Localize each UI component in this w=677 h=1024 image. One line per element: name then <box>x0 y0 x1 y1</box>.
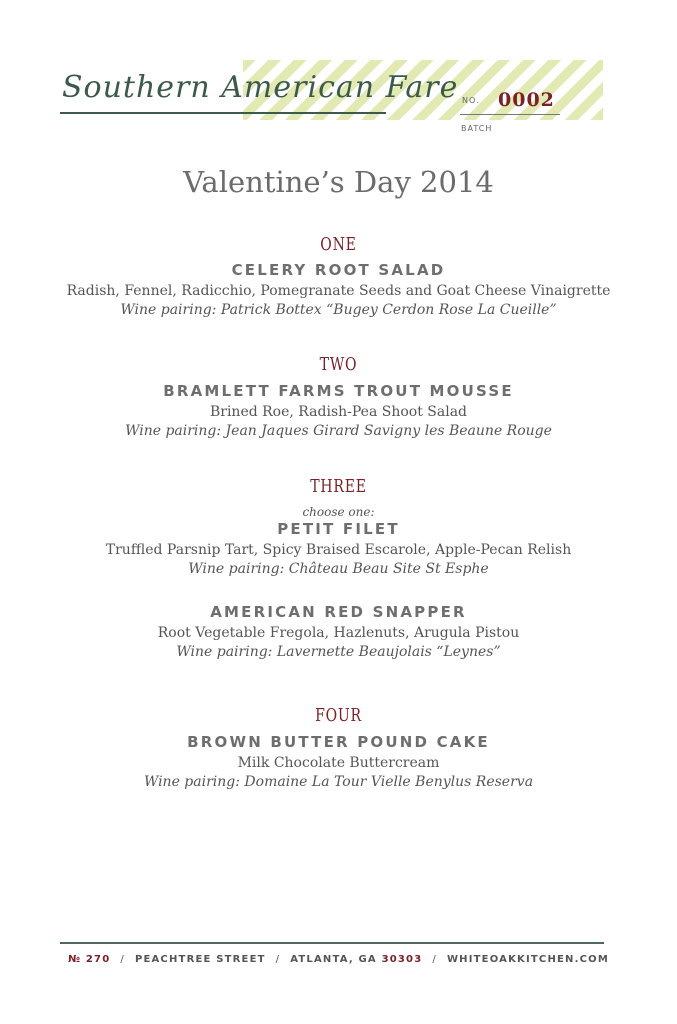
dish-name: PETIT FILET <box>277 520 400 538</box>
brand-script-logo: Southern American Fare <box>62 70 459 105</box>
wine-pairing: Wine pairing: Domaine La Tour Vielle Benylus Reserva <box>143 774 534 790</box>
course-number: TWO <box>319 354 358 375</box>
choose-one-note: choose one: <box>302 505 375 519</box>
dish-name: BRAMLETT FARMS TROUT MOUSSE <box>163 382 514 400</box>
course-two <box>0 354 677 439</box>
dish-name: AMERICAN RED SNAPPER <box>210 603 467 621</box>
wine-pairing: Wine pairing: Château Beau Site St Esphe <box>188 561 489 577</box>
street-name: PEACHTREE STREET <box>134 954 266 965</box>
dish-description: Brined Roe, Radish-Pea Shoot Salad <box>209 404 468 420</box>
course-four <box>0 705 677 790</box>
menu-header <box>0 0 677 140</box>
dish-description: Radish, Fennel, Radicchio, Pomegranate Seeds and Goat Cheese Vinaigrette <box>66 283 611 299</box>
wine-pairing: Wine pairing: Jean Jaques Girard Savigny les Beaune Rouge <box>125 423 552 439</box>
course-number: FOUR <box>315 705 362 726</box>
footer-divider <box>60 942 604 944</box>
course-three <box>0 476 677 660</box>
separator: / <box>432 954 437 965</box>
batch-label: BATCH <box>461 124 493 133</box>
dish-description: Root Vegetable Fregola, Hazlenuts, Arugula Pistou <box>157 625 520 641</box>
brand-underline <box>60 112 386 114</box>
dish-name: BROWN BUTTER POUND CAKE <box>187 733 490 751</box>
dish-name: CELERY ROOT SALAD <box>231 261 446 279</box>
website-link[interactable]: WHITEOAKKITCHEN.COM <box>446 954 610 965</box>
batch-no-label: NO. <box>462 96 480 105</box>
batch-number: 0002 <box>498 89 555 111</box>
wine-pairing: Wine pairing: Patrick Bottex “Bugey Cerdon Rose La Cueille” <box>120 302 557 318</box>
separator: / <box>275 954 281 965</box>
course-number: THREE <box>310 476 367 497</box>
wine-pairing: Wine pairing: Lavernette Beaujolais “Leynes” <box>176 644 501 660</box>
page-title: Valentine’s Day 2014 <box>183 165 494 199</box>
address-number: № 270 <box>67 954 111 965</box>
zip-code: 30303 <box>381 954 423 965</box>
city-state: ATLANTA, GA <box>290 954 377 965</box>
footer-address <box>0 954 677 965</box>
course-one <box>0 234 677 318</box>
separator: / <box>120 954 125 965</box>
batch-underline <box>460 114 560 115</box>
dish-description: Truffled Parsnip Tart, Spicy Braised Escarole, Apple-Pecan Relish <box>105 542 572 558</box>
course-number: ONE <box>320 234 357 255</box>
dish-description: Milk Chocolate Buttercream <box>237 755 440 771</box>
